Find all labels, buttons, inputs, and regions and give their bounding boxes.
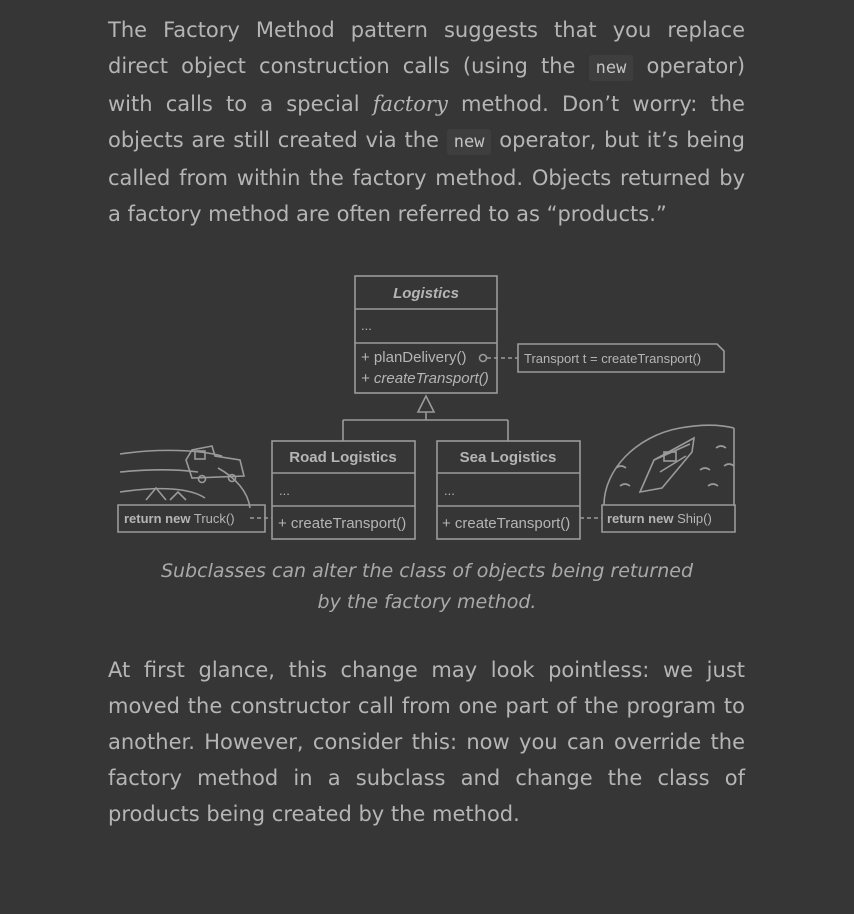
transport-note-text: Transport t = createTransport(): [524, 351, 702, 366]
intro-paragraph: [108, 12, 745, 232]
intro-text-4: operator, but it’s being called from within the factory method. Objects returned by a factory method are often referred to as “products.”: [108, 128, 745, 226]
truck-road-icon: [120, 446, 250, 508]
sea-logistics-fields: ...: [444, 483, 455, 498]
truck-note-keyword: return new: [124, 511, 191, 526]
intro-text-2: operator) with calls to a special: [108, 54, 746, 116]
sea-logistics-method: + createTransport(): [442, 515, 571, 532]
ship-note-text: [607, 511, 712, 526]
intro-text-1: The Factory Method pattern suggests that you replace direct object construction calls (using the: [108, 18, 745, 78]
figure-caption: Subclasses can alter the class of objects being returned by the factory method.: [160, 560, 694, 613]
road-logistics-fields: ...: [279, 483, 290, 498]
truck-note-call: Truck(): [193, 511, 235, 526]
logistics-method-create-transport: + createTransport(): [361, 370, 489, 387]
inheritance-arrow-icon: [418, 396, 434, 412]
logistics-fields: ...: [361, 318, 372, 333]
note-anchor-icon: [480, 355, 487, 362]
ship-note-keyword: return new: [607, 511, 674, 526]
road-logistics-class-name: Road Logistics: [289, 449, 397, 466]
sea-logistics-class-name: Sea Logistics: [459, 449, 557, 466]
ship-note-call: Ship(): [677, 511, 712, 526]
intro-text-3: method. Don’t worry: the objects are still created via the: [108, 92, 745, 152]
logistics-method-plan-delivery: + planDelivery(): [361, 349, 467, 366]
inline-code-new: new: [589, 55, 634, 81]
inline-code-new-2: new: [447, 129, 492, 155]
emphasis-factory: factory: [372, 92, 448, 116]
diagram-svg: [0, 260, 854, 550]
road-logistics-method: + createTransport(): [278, 515, 407, 532]
ship-sea-icon: [604, 425, 734, 506]
second-paragraph: At first glance, this change may look pointless: we just moved the constructor call from one part of the program to another. However, consider this: now you can override the factory method in a subclass and change the class of products being created by the method.: [108, 658, 745, 826]
logistics-class-name: Logistics: [393, 285, 459, 302]
truck-note-text: [124, 511, 235, 526]
uml-diagram: [0, 260, 854, 550]
